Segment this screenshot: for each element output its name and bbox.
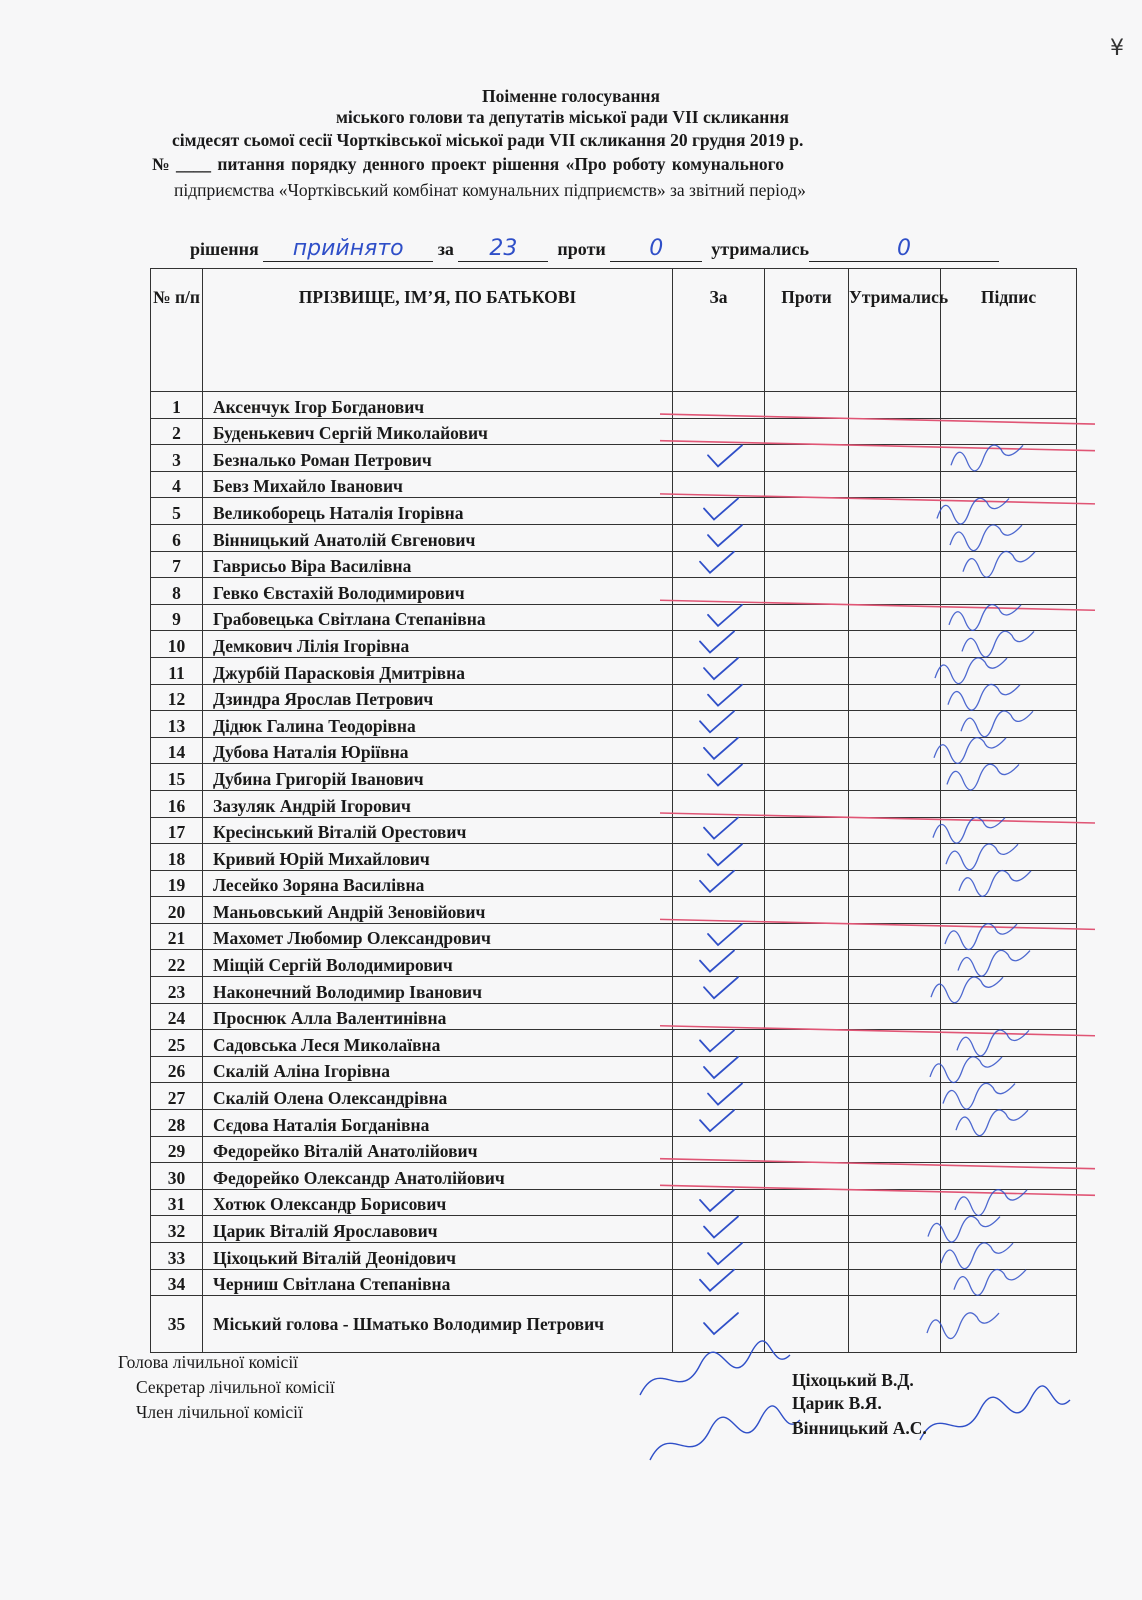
table-row [151,551,1077,578]
signature-cell [941,737,1077,764]
doc-session-line: сімдесят сьомої сесії Чортківської міської ради VII скликання 20 грудня 2019 р. [172,130,804,150]
signature-cell [941,1136,1077,1163]
vote-for-cell [673,1216,765,1243]
vote-against-cell [765,524,849,551]
vote-against-cell [765,392,849,419]
vote-for-cell [673,897,765,924]
row-number: 13 [151,711,203,738]
row-number: 15 [151,764,203,791]
row-number: 8 [151,578,203,605]
table-row [151,1110,1077,1137]
signature-cell [941,1243,1077,1270]
row-number: 7 [151,551,203,578]
abstained-label: утримались [711,239,809,259]
vote-abstained-cell [849,1136,941,1163]
vote-against-cell [765,1030,849,1057]
table-row [151,1243,1077,1270]
commission-role: Голова лічильної комісії [118,1352,299,1372]
vote-for-cell [673,817,765,844]
vote-against-cell [765,737,849,764]
vote-abstained-cell [849,578,941,605]
vote-abstained-cell [849,498,941,525]
vote-against-cell [765,1216,849,1243]
decision-value: прийнято [263,236,433,262]
table-row [151,631,1077,658]
row-number: 34 [151,1269,203,1296]
row-number: 28 [151,1110,203,1137]
row-number: 4 [151,471,203,498]
vote-against-cell [765,684,849,711]
vote-against-cell [765,604,849,631]
deputy-name: Демкович Лілія Ігорівна [203,631,673,658]
table-row [151,870,1077,897]
vote-abstained-cell [849,764,941,791]
table-row [151,1189,1077,1216]
roll-call-table [150,268,1077,1353]
vote-against-cell [765,1296,849,1353]
deputy-name: Скалій Олена Олександрівна [203,1083,673,1110]
table-row [151,1296,1077,1353]
table-row [151,471,1077,498]
vote-against-cell [765,923,849,950]
signature-cell [941,764,1077,791]
vote-against-cell [765,1136,849,1163]
deputy-name: Вінницький Анатолій Євгенович [203,524,673,551]
against-label: проти [557,239,606,259]
commission-member: Ціхоцький В.Д. [792,1370,914,1390]
commission-role: Секретар лічильної комісії [136,1377,335,1397]
vote-against-cell [765,817,849,844]
row-number: 33 [151,1243,203,1270]
row-number: 17 [151,817,203,844]
row-number: 9 [151,604,203,631]
vote-abstained-cell [849,870,941,897]
vote-abstained-cell [849,1030,941,1057]
vote-against-cell [765,445,849,472]
vote-for-cell [673,1136,765,1163]
against-count: 0 [610,236,702,262]
deputy-name: Міщій Сергій Володимирович [203,950,673,977]
vote-for-cell [673,604,765,631]
signature-cell [941,524,1077,551]
vote-for-cell [673,923,765,950]
signature-cell [941,631,1077,658]
row-number: 6 [151,524,203,551]
row-number: 2 [151,418,203,445]
signature-cell [941,1163,1077,1190]
vote-abstained-cell [849,923,941,950]
vote-against-cell [765,1083,849,1110]
decision-label: рішення [190,239,259,259]
vote-against-cell [765,897,849,924]
table-row [151,604,1077,631]
signature-cell [941,578,1077,605]
table-row [151,445,1077,472]
vote-for-cell [673,1163,765,1190]
vote-against-cell [765,1269,849,1296]
vote-against-cell [765,1110,849,1137]
signature-cell [941,1110,1077,1137]
row-number: 23 [151,977,203,1004]
deputy-name: Джурбій Парасковія Дмитрівна [203,657,673,684]
vote-abstained-cell [849,551,941,578]
table-row [151,977,1077,1004]
deputy-name: Кресінський Віталій Орестович [203,817,673,844]
col-header-num: № п/п [151,269,203,392]
table-row [151,524,1077,551]
signature-cell [941,657,1077,684]
table-row [151,817,1077,844]
deputy-name: Гаврисьо Віра Василівна [203,551,673,578]
table-row [151,923,1077,950]
row-number: 31 [151,1189,203,1216]
vote-for-cell [673,684,765,711]
vote-abstained-cell [849,950,941,977]
vote-abstained-cell [849,418,941,445]
commission-member: Вінницький А.С. [792,1418,927,1438]
signature-cell [941,790,1077,817]
vote-abstained-cell [849,1003,941,1030]
signature-cell [941,498,1077,525]
deputy-name: Аксенчук Ігор Богданович [203,392,673,419]
row-number: 11 [151,657,203,684]
vote-abstained-cell [849,711,941,738]
table-row [151,711,1077,738]
vote-abstained-cell [849,790,941,817]
deputy-name: Бевз Михайло Іванович [203,471,673,498]
doc-project-line: підприємства «Чортківський комбінат комунальних підприємств» за звітний період» [174,180,806,200]
row-number: 29 [151,1136,203,1163]
vote-abstained-cell [849,684,941,711]
vote-abstained-cell [849,897,941,924]
commission-signature [650,1406,800,1460]
signature-cell [941,1083,1077,1110]
row-number: 25 [151,1030,203,1057]
vote-abstained-cell [849,604,941,631]
signature-cell [941,1003,1077,1030]
vote-abstained-cell [849,1056,941,1083]
vote-against-cell [765,1056,849,1083]
vote-abstained-cell [849,1269,941,1296]
row-number: 35 [151,1296,203,1353]
vote-for-cell [673,870,765,897]
vote-abstained-cell [849,1216,941,1243]
table-row [151,1163,1077,1190]
deputy-name: Дубина Григорій Іванович [203,764,673,791]
table-row [151,498,1077,525]
vote-for-cell [673,1269,765,1296]
doc-title: Поіменне голосування [482,86,660,106]
deputy-name: Дідюк Галина Теодорівна [203,711,673,738]
corner-mark: ¥ [1110,36,1124,61]
row-number: 12 [151,684,203,711]
vote-against-cell [765,977,849,1004]
table-header-row [151,269,1077,392]
deputy-name: Зазуляк Андрій Ігорович [203,790,673,817]
vote-for-cell [673,392,765,419]
table-row [151,657,1077,684]
deputy-name: Хотюк Олександр Борисович [203,1189,673,1216]
deputy-name: Скалій Аліна Ігорівна [203,1056,673,1083]
signature-cell [941,977,1077,1004]
vote-abstained-cell [849,1110,941,1137]
row-number: 14 [151,737,203,764]
row-number: 16 [151,790,203,817]
deputy-name: Садовська Леся Миколаївна [203,1030,673,1057]
doc-question-line: № ____ питання порядку денного проект рішення «Про роботу комунального [152,154,784,174]
vote-against-cell [765,657,849,684]
deputy-name: Великоборець Наталія Ігорівна [203,498,673,525]
vote-for-cell [673,418,765,445]
vote-for-cell [673,977,765,1004]
signature-cell [941,1216,1077,1243]
vote-for-cell [673,711,765,738]
vote-abstained-cell [849,1189,941,1216]
commission-role: Член лічильної комісії [136,1402,303,1422]
vote-for-cell [673,844,765,871]
table-row [151,1083,1077,1110]
deputy-name: Маньовський Андрій Зеновійович [203,897,673,924]
vote-for-cell [673,498,765,525]
signature-cell [941,1189,1077,1216]
vote-against-cell [765,1189,849,1216]
vote-abstained-cell [849,1296,941,1353]
vote-against-cell [765,551,849,578]
vote-against-cell [765,418,849,445]
vote-for-cell [673,524,765,551]
table-row [151,418,1077,445]
vote-for-cell [673,1056,765,1083]
row-number: 32 [151,1216,203,1243]
signature-cell [941,950,1077,977]
signature-cell [941,445,1077,472]
col-header-against: Проти [765,269,849,392]
signature-cell [941,897,1077,924]
deputy-name: Черниш Світлана Степанівна [203,1269,673,1296]
table-row [151,1216,1077,1243]
vote-tally [190,236,999,262]
commission-member: Царик В.Я. [792,1393,882,1413]
vote-abstained-cell [849,1163,941,1190]
vote-against-cell [765,1163,849,1190]
deputy-name: Ціхоцький Віталій Деонідович [203,1243,673,1270]
signature-cell [941,551,1077,578]
deputy-name: Проснюк Алла Валентинівна [203,1003,673,1030]
vote-for-cell [673,790,765,817]
table-row [151,897,1077,924]
vote-for-cell [673,1030,765,1057]
deputy-name: Дзиндра Ярослав Петрович [203,684,673,711]
vote-for-cell [673,1083,765,1110]
vote-for-cell [673,1243,765,1270]
signature-cell [941,1056,1077,1083]
table-row [151,1136,1077,1163]
signature-cell [941,870,1077,897]
col-header-abstained: Утримались [849,269,941,392]
for-label: за [437,239,454,259]
row-number: 3 [151,445,203,472]
vote-for-cell [673,1110,765,1137]
deputy-name: Махомет Любомир Олександрович [203,923,673,950]
vote-against-cell [765,1243,849,1270]
signature-cell [941,392,1077,419]
vote-against-cell [765,471,849,498]
vote-against-cell [765,631,849,658]
deputy-name: Федорейко Віталій Анатолійович [203,1136,673,1163]
signature-cell [941,817,1077,844]
doc-subtitle: міського голови та депутатів міської ради VII скликання [336,107,789,127]
vote-abstained-cell [849,392,941,419]
vote-against-cell [765,711,849,738]
vote-for-cell [673,578,765,605]
deputy-name: Царик Віталій Ярославович [203,1216,673,1243]
vote-for-cell [673,471,765,498]
vote-for-cell [673,657,765,684]
vote-abstained-cell [849,737,941,764]
table-row [151,684,1077,711]
table-row [151,1269,1077,1296]
col-header-name: ПРІЗВИЩЕ, ІМ’Я, ПО БАТЬКОВІ [203,269,673,392]
signature-cell [941,1030,1077,1057]
vote-for-cell [673,737,765,764]
vote-abstained-cell [849,471,941,498]
table-row [151,578,1077,605]
row-number: 21 [151,923,203,950]
vote-against-cell [765,844,849,871]
signature-cell [941,1296,1077,1353]
deputy-name: Наконечний Володимир Іванович [203,977,673,1004]
for-count: 23 [458,236,548,262]
signature-cell [941,418,1077,445]
vote-for-cell [673,764,765,791]
vote-against-cell [765,950,849,977]
signature-cell [941,1269,1077,1296]
vote-abstained-cell [849,1083,941,1110]
vote-abstained-cell [849,445,941,472]
vote-abstained-cell [849,524,941,551]
vote-against-cell [765,870,849,897]
table-row [151,790,1077,817]
row-number: 20 [151,897,203,924]
row-number: 1 [151,392,203,419]
vote-abstained-cell [849,844,941,871]
signature-cell [941,711,1077,738]
row-number: 26 [151,1056,203,1083]
table-row [151,950,1077,977]
signature-cell [941,604,1077,631]
vote-against-cell [765,498,849,525]
abstained-count: 0 [809,236,999,262]
signature-cell [941,684,1077,711]
deputy-name: Кривий Юрій Михайлович [203,844,673,871]
table-row [151,737,1077,764]
vote-against-cell [765,578,849,605]
col-header-signature: Підпис [941,269,1077,392]
vote-against-cell [765,764,849,791]
row-number: 30 [151,1163,203,1190]
row-number: 27 [151,1083,203,1110]
signature-cell [941,923,1077,950]
vote-abstained-cell [849,657,941,684]
deputy-name: Федорейко Олександр Анатолійович [203,1163,673,1190]
vote-against-cell [765,790,849,817]
signature-cell [941,471,1077,498]
vote-for-cell [673,631,765,658]
row-number: 24 [151,1003,203,1030]
row-number: 18 [151,844,203,871]
row-number: 10 [151,631,203,658]
vote-against-cell [765,1003,849,1030]
table-row [151,1056,1077,1083]
deputy-name: Безналько Роман Петрович [203,445,673,472]
vote-abstained-cell [849,977,941,1004]
deputy-name: Буденькевич Сергій Миколайович [203,418,673,445]
table-row [151,1003,1077,1030]
table-row [151,392,1077,419]
deputy-name: Міський голова - Шматько Володимир Петрович [203,1296,673,1353]
deputy-name: Дубова Наталія Юріївна [203,737,673,764]
vote-for-cell [673,950,765,977]
row-number: 19 [151,870,203,897]
deputy-name: Сєдова Наталія Богданівна [203,1110,673,1137]
deputy-name: Грабовецька Світлана Степанівна [203,604,673,631]
vote-abstained-cell [849,817,941,844]
commission-signature [920,1386,1070,1440]
vote-abstained-cell [849,1243,941,1270]
vote-for-cell [673,1189,765,1216]
table-row [151,764,1077,791]
vote-for-cell [673,1296,765,1353]
table-row [151,844,1077,871]
row-number: 22 [151,950,203,977]
col-header-for: За [673,269,765,392]
deputy-name: Лесейко Зоряна Василівна [203,870,673,897]
row-number: 5 [151,498,203,525]
vote-abstained-cell [849,631,941,658]
table-row [151,1030,1077,1057]
deputy-name: Гевко Євстахій Володимирович [203,578,673,605]
vote-for-cell [673,551,765,578]
vote-for-cell [673,445,765,472]
signature-cell [941,844,1077,871]
vote-for-cell [673,1003,765,1030]
